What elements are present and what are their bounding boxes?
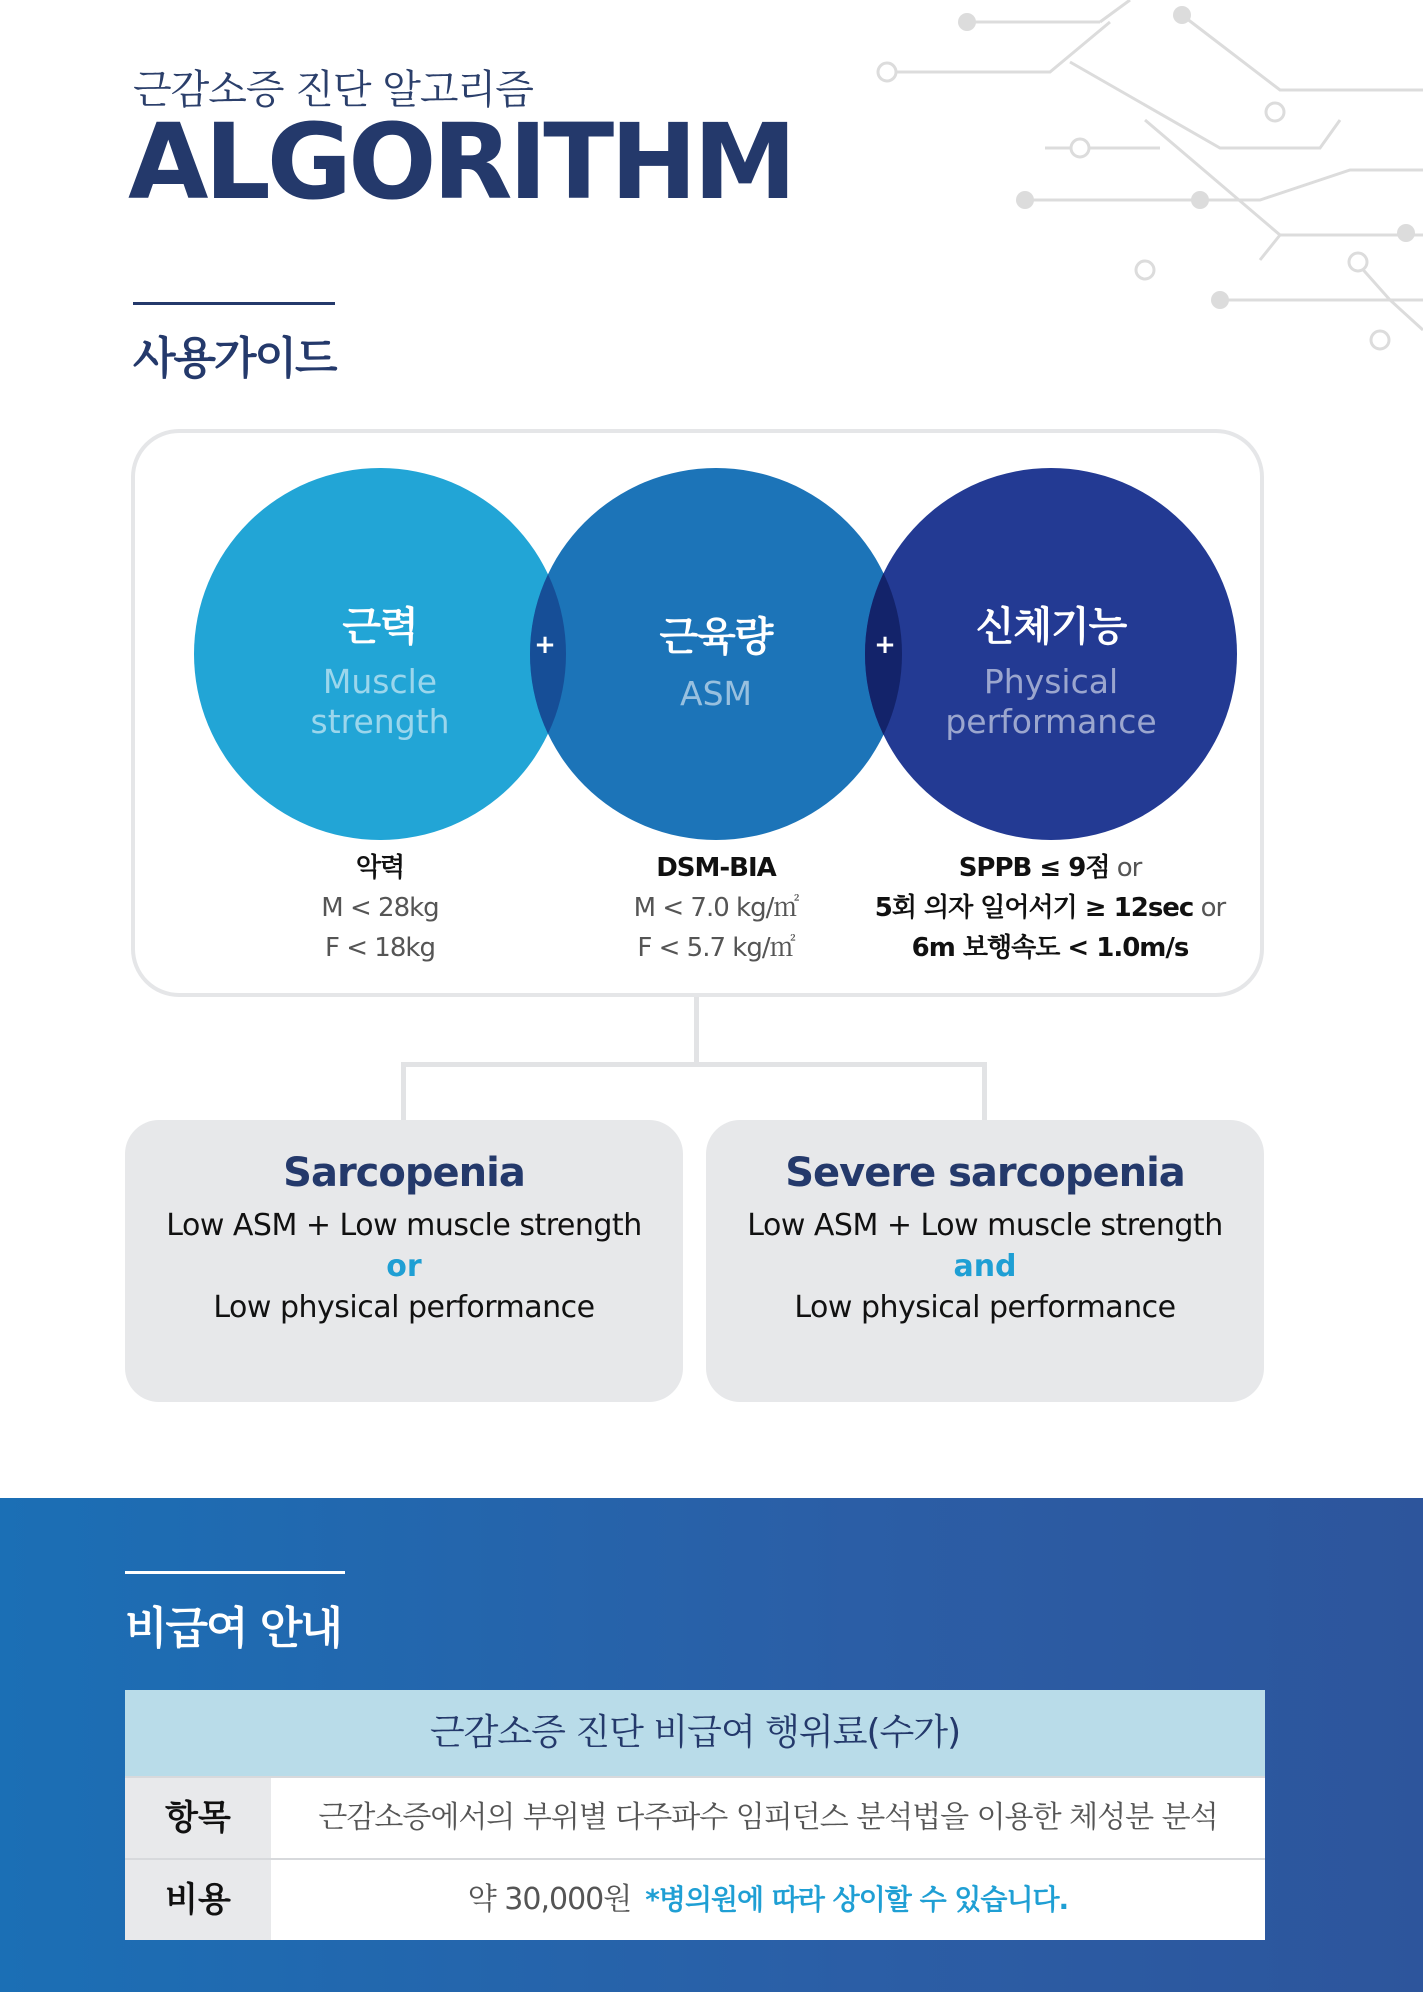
connector-line <box>401 1062 406 1122</box>
result-line: Low physical performance <box>794 1290 1176 1325</box>
result-line: Low physical performance <box>213 1290 595 1325</box>
page-subtitle: 근감소증 진단 알고리즘 <box>133 67 533 113</box>
result-severe-sarcopenia <box>706 1120 1264 1402</box>
connector-line <box>694 997 699 1065</box>
section-divider <box>125 1571 345 1574</box>
result-conjunction: and <box>953 1249 1017 1284</box>
criteria-performance <box>860 848 1240 968</box>
criteria-label: 악력 <box>355 853 405 883</box>
label-en: Muscle <box>322 662 438 701</box>
criteria-label: DSM-BIA <box>656 853 776 883</box>
table-row <box>125 1858 1265 1940</box>
result-line: Low ASM + Low muscle strength <box>747 1208 1223 1243</box>
label-en: ASM <box>680 674 752 713</box>
result-conjunction: or <box>386 1249 422 1284</box>
criteria-sppb: SPPB ≤ 9점 <box>958 853 1110 883</box>
criteria-or: or <box>1193 893 1226 923</box>
connector-line <box>982 1062 987 1122</box>
criteria-chair-stand: 5회 의자 일어서기 ≥ 12sec <box>874 893 1194 923</box>
result-title: Sarcopenia <box>283 1150 525 1196</box>
criteria-female: F < 18kg <box>325 933 435 963</box>
row-value <box>271 1860 1265 1940</box>
guide-heading: 사용가이드 <box>133 333 336 384</box>
result-line: Low ASM + Low muscle strength <box>166 1208 642 1243</box>
row-key: 항목 <box>125 1778 271 1858</box>
fee-heading: 비급여 안내 <box>125 1603 341 1654</box>
fee-table-title: 근감소증 진단 비급여 행위료(수가) <box>125 1690 1265 1776</box>
criteria-male: M < 28kg <box>321 893 439 923</box>
page-title: ALGORITHM <box>128 101 793 223</box>
label-ko: 신체기능 <box>975 604 1127 650</box>
result-title: Severe sarcopenia <box>785 1150 1185 1196</box>
result-sarcopenia <box>125 1120 683 1402</box>
label-ko: 근력 <box>342 604 418 650</box>
circle-label-asm <box>606 605 826 714</box>
circle-label-strength <box>270 595 490 741</box>
criteria-or: or <box>1109 853 1142 883</box>
label-en: Physical <box>983 662 1119 701</box>
row-value-text: 근감소증에서의 부위별 다주파수 임피던스 분석법을 이용한 체성분 분석 <box>318 1800 1218 1835</box>
circle-label-performance <box>916 595 1186 741</box>
fee-note: *병의원에 따라 상이할 수 있습니다. <box>645 1883 1069 1916</box>
row-key: 비용 <box>125 1860 271 1940</box>
connector-line <box>401 1062 987 1067</box>
criteria-female: F < 5.7 kg/㎡ <box>637 933 795 963</box>
row-value-text: 약 30,000원 <box>467 1882 632 1917</box>
criteria-strength <box>260 848 500 968</box>
fee-table <box>125 1690 1265 1940</box>
table-row <box>125 1776 1265 1858</box>
label-en: strength <box>310 701 450 741</box>
label-ko: 근육량 <box>659 614 773 660</box>
criteria-gait-speed: 6m 보행속도 < 1.0m/s <box>911 933 1189 963</box>
criteria-asm <box>586 848 846 968</box>
plus-icon: + <box>534 630 556 660</box>
plus-icon: + <box>874 630 896 660</box>
criteria-male: M < 7.0 kg/㎡ <box>633 893 799 923</box>
label-en: performance <box>945 701 1157 741</box>
row-value <box>271 1778 1265 1858</box>
